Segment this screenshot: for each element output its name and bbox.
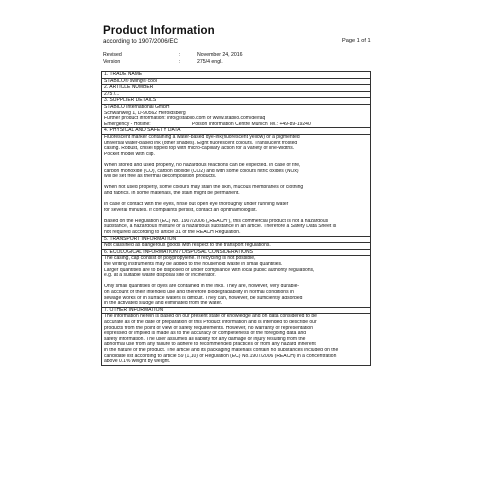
text-line: sewage works or in surface waters is difficult. They can, however, be sufficiently adsorbed: [104, 295, 303, 301]
text-line: abnormal use from any failure to adhere to recommended practices or from any hazard inherent: [104, 342, 316, 348]
section-5-body: [102, 242, 370, 249]
page-number: Page 1 of 1: [342, 38, 371, 44]
section-1-body: [102, 78, 370, 85]
section-6-body: [102, 255, 370, 306]
text-line: 275 /...: [104, 91, 120, 97]
text-line: e.g. at a suitable waste disposal site or incinerator.: [104, 273, 216, 279]
text-line: and fabrics. In some materials, the stain might be permanent.: [104, 190, 240, 196]
text-line: STABILO International GmbH: [104, 104, 170, 110]
section-4-heading: [102, 127, 370, 134]
section-4-body: [102, 134, 370, 236]
info-table: [101, 71, 371, 366]
text-line: The casing, cap consist of polypropylene. If recycling is not possible,: [104, 256, 256, 262]
text-line: When stored and used properly, no hazardous reactions can be expected. In case of fire,: [104, 162, 301, 168]
section-2-body: [102, 91, 370, 98]
text-line: universal water-based ink (other shades). Eight fluorescent colours. Translucent frosted: [104, 140, 298, 146]
text-line: Only small quantities of dyes are contained in the inks. They are, however, very durable-: [104, 284, 300, 290]
text-line: 3. SUPPLIER DETAILS: [104, 98, 157, 104]
text-line: casing. Robust, chisel tipped top with micro-capillary action for a variety of line-widths.: [104, 146, 295, 152]
text-line: In case of contact with the eyes, rinse out open eye thoroughly under running water: [104, 202, 289, 208]
section-5-heading: [102, 236, 370, 243]
text-line: STABILO® swing® cool: [104, 78, 157, 84]
section-7-body: [102, 313, 370, 364]
text-line: Larger quantities are to be disposed of under compliance with local public authority regulations,: [104, 267, 315, 273]
text-line: above 0.1% weight by weight.: [104, 359, 171, 365]
text-line: 2. ARTICLE NUMBER: [104, 85, 154, 91]
text-line: Not classified as dangerous goods with respect to the transport regulations.: [104, 243, 271, 249]
text-line: Based on the Regulation (EC) No. 1907/2006 („REACH"), this commercial product is not a hazardous: [104, 218, 329, 224]
text-line: 5. TRANSPORT INFORMATION: [104, 236, 177, 242]
text-line: carbon monoxide (CO), carbon dioxide (CO2) and with some colours nitric oxides (NOx): [104, 168, 299, 174]
version-label: Version: [103, 59, 121, 65]
section-3-heading: [102, 97, 370, 104]
text-line: expressed or implied is made as to the accuracy or completeness of the foregoing data and: [104, 331, 307, 337]
text-line: candidate list according to article 59 (1,10) of Regulation (EC) No.1907/2006 (REACH) in a concentration: [104, 353, 337, 359]
text-line: for several minutes. If complaints persist, contact an ophthalmologist.: [104, 207, 257, 213]
section-6-heading: [102, 249, 370, 256]
text-line: not required according to article 31 of the REACH Regulation.: [104, 230, 241, 236]
revised-value: November 24, 2016: [197, 52, 243, 58]
page-title: Product Information: [103, 25, 215, 37]
text-line: Fluorescent marker containing a water-based dye-ink(fluorescent yellow) or a pigmented: [104, 134, 300, 140]
text-line: Pocket model with clip.: [104, 151, 155, 157]
text-line: in the nature of the product. The article and its packaging materials contain no substances included on the: [104, 347, 339, 353]
text-line: 1. TRADE NAME: [104, 72, 143, 77]
text-line: The information herein is based on our present state of knowledge and on data considered to be: [104, 314, 317, 320]
page-subtitle: according to 1907/2006/EC: [103, 38, 178, 45]
text-line: 7. OTHER INFORMATION: [104, 307, 164, 313]
text-line: Further product information: info@stabilo.com or www.stabilo.com/de/faq: [104, 116, 266, 122]
text-line: the writing instruments may be added to the household waste in small quantities.: [104, 262, 283, 267]
text-line: Schwanweg 1, D-90562 Heroldsberg: [104, 110, 186, 116]
text-line: in the activated sludge and eliminated from the water.: [104, 301, 223, 307]
text-line: substance, a hazardous mixture or a hazardous substance in an article. Therefore a Safety Data Sheet is: [104, 224, 337, 230]
revised-colon: :: [179, 52, 181, 58]
text-line: 4. PHYSICAL AND SAFETY DATA: [104, 128, 181, 134]
emergency-line: Emergency - Hotline: Poison Information Centre Munich Tel.: +49-89-19240: [104, 121, 311, 127]
revised-label: Revised: [103, 52, 122, 58]
version-colon: :: [179, 59, 181, 65]
text-line: safety information. The user assumes all liability for any damage or injury resulting from the: [104, 336, 306, 342]
text-line: accurate as of the date of preparation of this Product Information and is intended to describe our: [104, 319, 317, 325]
section-7-heading: [102, 307, 370, 314]
section-3-body: [102, 104, 370, 127]
section-2-heading: [102, 84, 370, 91]
text-line: When not used properly, some colours may stain the skin, mucous membranes or clothing: [104, 185, 304, 191]
text-line: 6. ECOLOGICAL INFORMATION / DISPOSAL CONSIDERATIONS: [104, 249, 253, 255]
text-line: will be set free as thermal decomposition products.: [104, 174, 217, 180]
text-line: on account of their intended use and therefore biodegradability in normal conditions in: [104, 289, 294, 295]
text-line: products from the point of view of safety requirements. However, no warranty of representation: [104, 325, 313, 331]
version-value: 275/4 engl.: [197, 59, 223, 65]
